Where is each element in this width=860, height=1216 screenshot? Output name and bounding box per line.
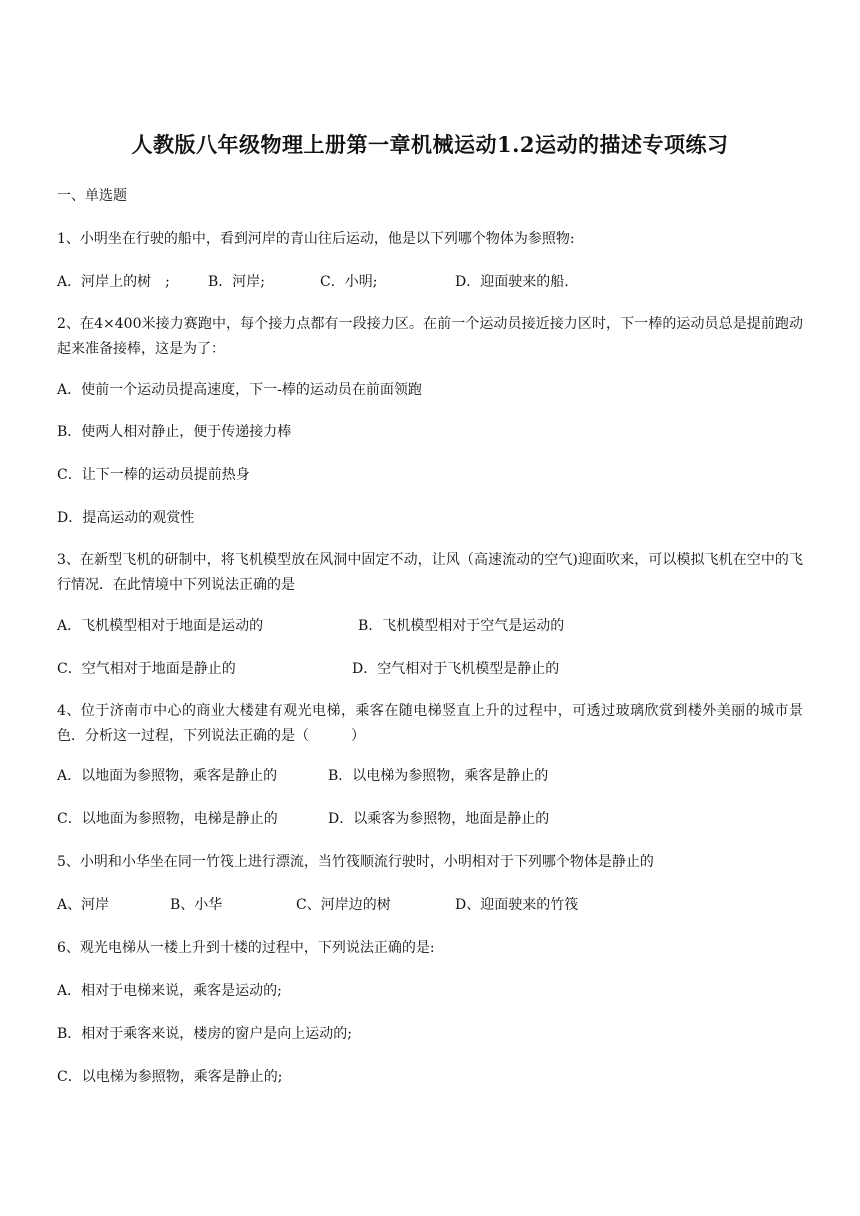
question-5-option-c: C、河岸边的树 bbox=[296, 897, 391, 913]
document-title: 人教版八年级物理上册第一章机械运动1.2运动的描述专项练习 bbox=[131, 132, 729, 157]
question-5-stem: 5、小明和小华坐在同一竹筏上进行漂流，当竹筏顺流行驶时，小明相对于下列哪个物体是静止的 bbox=[57, 854, 654, 870]
question-1-option-d: D．迎面驶来的船. bbox=[455, 274, 569, 290]
question-4-option-d: D．以乘客为参照物，地面是静止的 bbox=[328, 811, 550, 827]
question-6-option-a: A．相对于电梯来说，乘客是运动的; bbox=[57, 983, 282, 999]
question-4-stem: 4、位于济南市中心的商业大楼建有观光电梯，乘客在随电梯竖直上升的过程中，可透过玻璃欣赏到楼外美丽的城市景色．分析这一过程，下列说法正确的是（ ） bbox=[57, 703, 803, 744]
question-1-stem: 1、小明坐在行驶的船中，看到河岸的青山往后运动，他是以下列哪个物体为参照物: bbox=[57, 231, 575, 247]
question-3-option-d: D．空气相对于飞机模型是静止的 bbox=[352, 661, 560, 677]
question-4-option-a: A．以地面为参照物，乘客是静止的 bbox=[57, 768, 278, 784]
question-5-option-a: A、河岸 bbox=[57, 897, 110, 913]
section-heading: 一、单选题 bbox=[57, 188, 127, 204]
question-4-option-c: C．以地面为参照物，电梯是静止的 bbox=[57, 811, 278, 827]
question-2-option-b: B．使两人相对静止，便于传递接力棒 bbox=[57, 424, 292, 440]
question-2-option-a: A．使前一个运动员提高速度，下一-棒的运动员在前面领跑 bbox=[57, 382, 422, 398]
question-6-option-b: B．相对于乘客来说，楼房的窗户是向上运动的; bbox=[57, 1026, 353, 1042]
question-4-option-b: B．以电梯为参照物，乘客是静止的 bbox=[328, 768, 549, 784]
question-2-option-c: C．让下一棒的运动员提前热身 bbox=[57, 467, 250, 483]
question-5-option-d: D、迎面驶来的竹筏 bbox=[455, 897, 579, 913]
question-1-option-c: C．小明; bbox=[320, 274, 378, 290]
question-2-stem: 2、在4×400米接力赛跑中，每个接力点都有一段接力区。在前一个运动员接近接力区时，下一棒的运动员总是提前跑动起来准备接棒，这是为了： bbox=[57, 316, 803, 357]
question-3-option-b: B．飞机模型相对于空气是运动的 bbox=[358, 618, 565, 634]
question-1-option-a: A．河岸上的树 ; bbox=[57, 274, 170, 290]
question-1-option-b: B．河岸; bbox=[208, 274, 266, 290]
question-2-option-d: D．提高运动的观赏性 bbox=[57, 510, 195, 526]
question-5-option-b: B、小华 bbox=[170, 897, 223, 913]
question-3-option-c: C．空气相对于地面是静止的 bbox=[57, 661, 236, 677]
question-6-stem: 6、观光电梯从一楼上升到十楼的过程中，下列说法正确的是: bbox=[57, 940, 435, 956]
question-3-stem: 3、在新型飞机的研制中，将飞机模型放在风洞中固定不动，让风（高速流动的空气)迎面吹来，可以模拟飞机在空中的飞行情况．在此情境中下列说法正确的是 bbox=[57, 552, 803, 593]
question-3-option-a: A．飞机模型相对于地面是运动的 bbox=[57, 618, 264, 634]
question-6-option-c: C．以电梯为参照物，乘客是静止的; bbox=[57, 1069, 283, 1085]
